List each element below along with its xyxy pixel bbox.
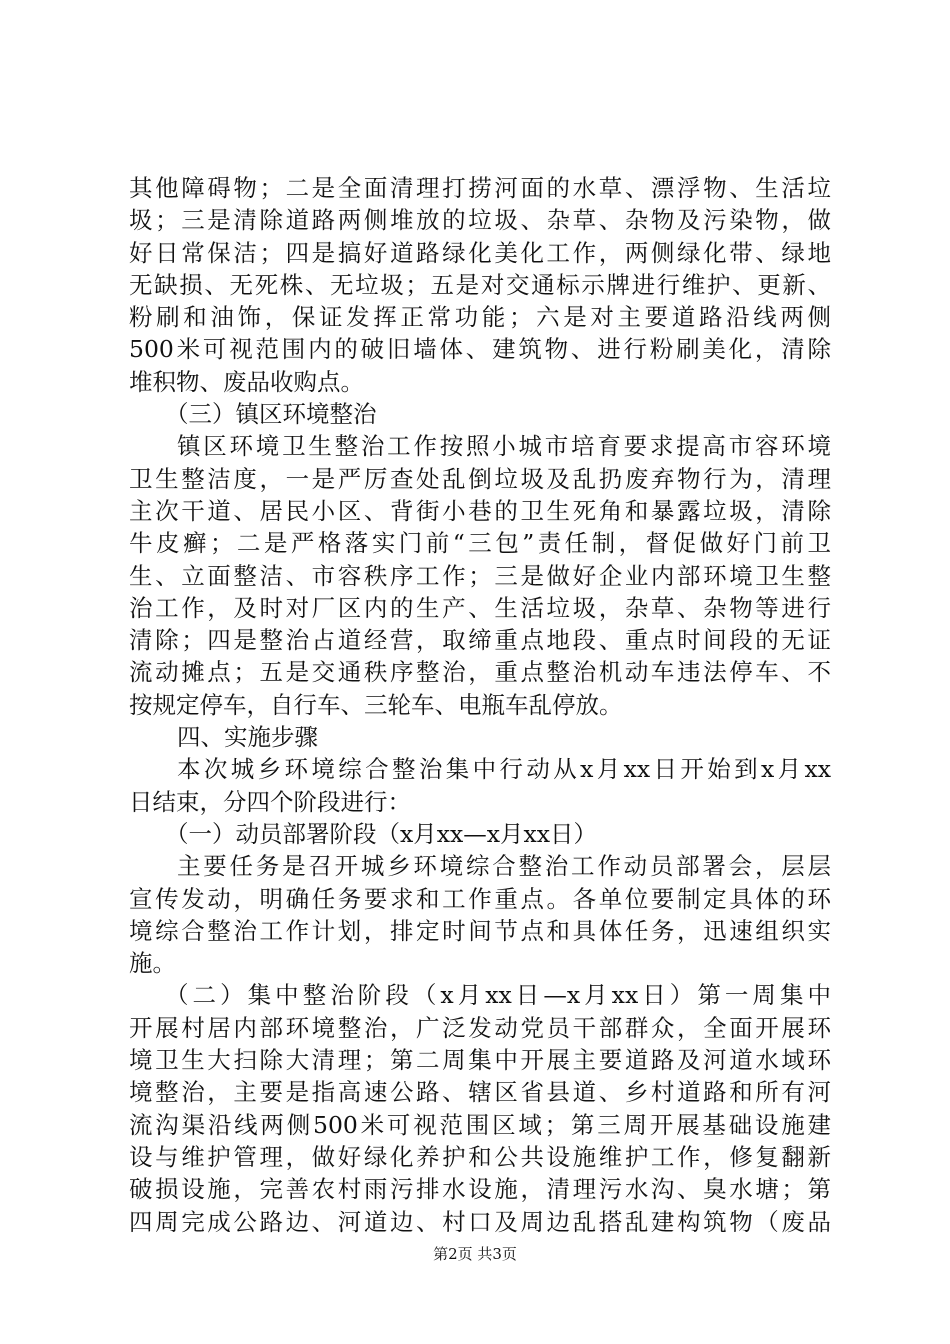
text-line: 卫生整洁度，一是严厉查处乱倒垃圾及乱扔废弃物行为，清理 [129, 464, 831, 493]
text-line: 粉刷和油饰，保证发挥正常功能；六是对主要道路沿线两侧 [129, 303, 831, 332]
text-line: 按规定停车，自行车、三轮车、电瓶车乱停放。 [129, 690, 623, 719]
text-line: 主次干道、居民小区、背街小巷的卫生死角和暴露垃圾，清除 [129, 496, 831, 525]
page-footer: 第2页 共3页 [433, 1245, 517, 1263]
text-line: （一）动员部署阶段（x月xx—x月xx日） [165, 819, 598, 848]
text-line: 堆积物、废品收购点。 [129, 367, 364, 396]
text-line: 四、实施步骤 [177, 723, 318, 752]
text-line: 500米可视范围内的破旧墙体、建筑物、进行粉刷美化，清除 [129, 335, 831, 364]
text-line: 开展村居内部环境整治，广泛发动党员干部群众，全面开展环 [129, 1013, 831, 1042]
text-line: 境整治，主要是指高速公路、辖区省县道、乡村道路和所有河 [129, 1078, 831, 1107]
text-line: 日结束，分四个阶段进行： [129, 787, 411, 816]
text-line: （二）集中整治阶段（x月xx日—x月xx日）第一周集中 [165, 981, 831, 1010]
text-line: 其他障碍物；二是全面清理打捞河面的水草、漂浮物、生活垃 [129, 174, 831, 202]
text-line: 主要任务是召开城乡环境综合整治工作动员部署会，层层 [177, 852, 831, 881]
document-body [129, 172, 831, 1238]
text-line: 牛皮癣；二是严格落实门前“三包”责任制，督促做好门前卫 [129, 529, 831, 558]
text-line: 治工作，及时对厂区内的生产、生活垃圾，杂草、杂物等进行 [129, 593, 831, 622]
text-line: 流动摊点；五是交通秩序整治，重点整治机动车违法停车、不 [129, 658, 831, 687]
text-line: 无缺损、无死株、无垃圾；五是对交通标示牌进行维护、更新、 [129, 270, 831, 299]
text-line: 镇区环境卫生整治工作按照小城市培育要求提高市容环境 [177, 432, 831, 461]
text-line: 圾；三是清除道路两侧堆放的垃圾、杂草、杂物及污染物，做 [129, 206, 831, 235]
text-line: 境卫生大扫除大清理；第二周集中开展主要道路及河道水域环 [129, 1046, 831, 1075]
text-line: 清除；四是整治占道经营，取缔重点地段、重点时间段的无证 [129, 626, 831, 655]
text-line: 生、立面整洁、市容秩序工作；三是做好企业内部环境卫生整 [129, 561, 831, 590]
text-line: （三）镇区环境整治 [165, 400, 377, 429]
text-line: 境综合整治工作计划，排定时间节点和具体任务，迅速组织实 [129, 916, 831, 945]
text-line: 宣传发动，明确任务要求和工作重点。各单位要制定具体的环 [129, 884, 831, 913]
text-line: 流沟渠沿线两侧500米可视范围区域；第三周开展基础设施建 [129, 1110, 831, 1139]
text-line: 设与维护管理，做好绿化养护和公共设施维护工作，修复翻新 [129, 1142, 831, 1171]
text-line: 好日常保洁；四是搞好道路绿化美化工作，两侧绿化带、绿地 [129, 238, 831, 267]
text-line: 破损设施，完善农村雨污排水设施，清理污水沟、臭水塘；第 [129, 1175, 831, 1204]
text-line: 施。 [129, 949, 176, 978]
text-line: 本次城乡环境综合整治集中行动从x月xx日开始到x月xx [177, 755, 831, 784]
text-line: 四周完成公路边、河道边、村口及周边乱搭乱建构筑物（废品 [129, 1207, 831, 1236]
